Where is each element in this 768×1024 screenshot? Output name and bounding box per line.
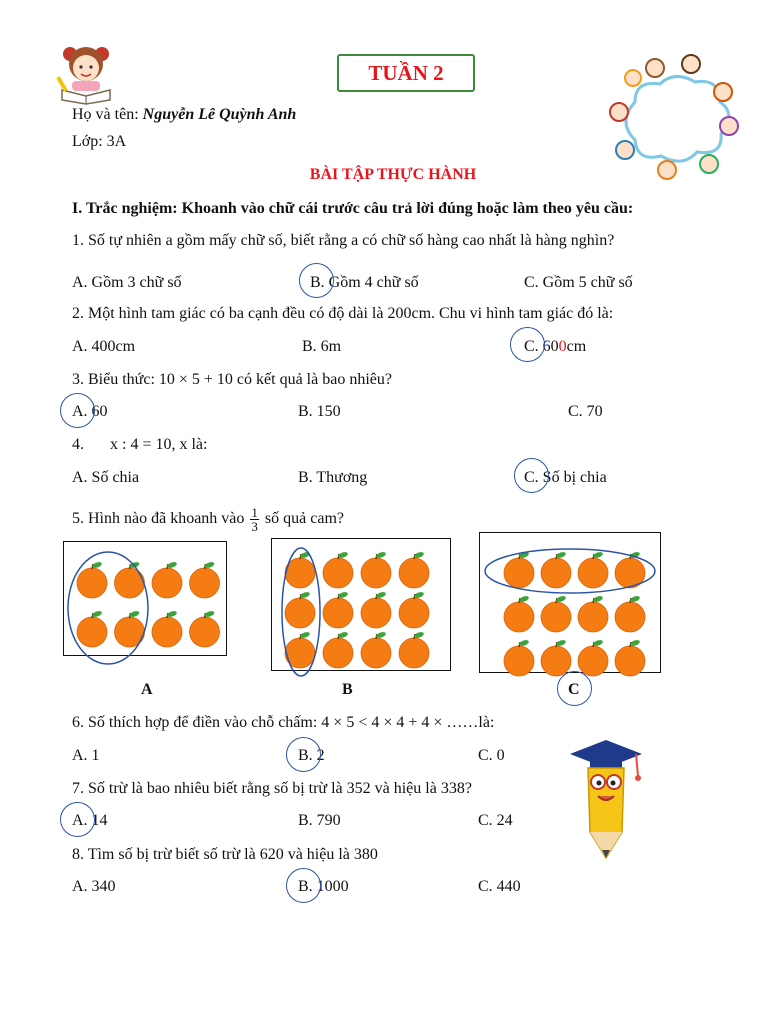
q5-answer-circle — [557, 671, 592, 706]
q3-option-c[interactable]: C. 70 — [568, 403, 603, 420]
orange-icon — [615, 639, 645, 676]
orange-icon — [541, 595, 571, 632]
orange-icon — [285, 591, 315, 628]
q1-answer-circle — [299, 263, 334, 298]
orange-icon — [152, 561, 182, 598]
q6-option-b[interactable]: B. 2 — [298, 747, 325, 764]
q2-answer-circle — [510, 327, 545, 362]
figure-b-label[interactable]: B — [342, 681, 353, 698]
orange-icon — [615, 551, 645, 588]
orange-icon — [578, 639, 608, 676]
q8-option-a[interactable]: A. 340 — [72, 878, 116, 895]
orange-icon — [323, 551, 353, 588]
student-name: Nguyễn Lê Quỳnh Anh — [142, 106, 297, 123]
orange-icon — [152, 610, 182, 647]
q5-text-after: số quả cam? — [264, 510, 344, 528]
q4-option-a[interactable]: A. Số chia — [72, 469, 140, 486]
question-1-text: 1. Số tự nhiên a gồm mấy chữ số, biết rằng a có chữ số hàng cao nhất là hàng nghìn? — [72, 232, 615, 249]
figure-a-box[interactable] — [63, 541, 227, 656]
q2-option-c-part1: C. 60 — [524, 338, 559, 355]
orange-icon — [323, 591, 353, 628]
orange-icon — [399, 631, 429, 668]
q5-text-before: 5. Hình nào đã khoanh vào — [72, 510, 245, 528]
figure-b-box[interactable] — [271, 538, 451, 671]
figure-b-oranges — [272, 539, 452, 672]
q3-answer-circle — [60, 393, 95, 428]
question-8-text: 8. Tìm số bị trừ biết số trừ là 620 và hiệu là 380 — [72, 846, 378, 863]
one-third-fraction — [250, 506, 259, 533]
question-4-text: x : 4 = 10, x là: — [110, 436, 208, 453]
question-4-number: 4. — [72, 436, 84, 453]
q6-answer-circle — [286, 737, 321, 772]
q1-option-c[interactable]: C. Gồm 5 chữ số — [524, 274, 633, 291]
figure-c-oranges — [480, 533, 662, 674]
figure-a-label[interactable]: A — [141, 681, 153, 698]
children-cloud-frame-icon — [605, 52, 745, 182]
q3-option-b[interactable]: B. 150 — [298, 403, 341, 420]
student-name-line — [72, 105, 296, 125]
question-6-text: 6. Số thích hợp để điền vào chỗ chấm: 4 × 5 < 4 × 4 + 4 × ……là: — [72, 714, 495, 731]
q2-option-c-red-digit: 0 — [558, 338, 567, 355]
question-5-text — [72, 506, 344, 533]
orange-icon — [77, 610, 107, 647]
sheet-title: BÀI TẬP THỰC HÀNH — [309, 166, 477, 183]
orange-icon — [399, 591, 429, 628]
question-2-text: 2. Một hình tam giác có ba cạnh đều có độ dài là 200cm. Chu vi hình tam giác đó là: — [72, 305, 614, 322]
q8-option-c[interactable]: C. 440 — [478, 878, 521, 895]
q7-option-b[interactable]: B. 790 — [298, 812, 341, 829]
q7-option-c[interactable]: C. 24 — [478, 812, 513, 829]
pencil-graduate-icon — [566, 736, 644, 860]
q8-answer-circle — [286, 868, 321, 903]
q7-option-a[interactable]: A. 14 — [72, 812, 108, 829]
orange-icon — [190, 610, 220, 647]
q6-option-c[interactable]: C. 0 — [478, 747, 505, 764]
section-heading: I. Trắc nghiệm: Khoanh vào chữ cái trước câu trả lời đúng hoặc làm theo yêu cầu: — [72, 200, 634, 217]
q4-answer-circle — [514, 458, 549, 493]
orange-icon — [578, 551, 608, 588]
girl-reading-icon — [58, 40, 116, 104]
q8-option-b[interactable]: B. 1000 — [298, 878, 349, 895]
class-label: Lớp: 3A — [72, 133, 127, 150]
q2-option-c-part3: cm — [566, 338, 587, 355]
figure-a-oranges — [64, 542, 228, 657]
orange-icon — [361, 591, 391, 628]
orange-icon — [190, 561, 220, 598]
q1-option-b[interactable]: B. Gồm 4 chữ số — [310, 274, 419, 291]
question-3-text: 3. Biểu thức: 10 × 5 + 10 có kết quả là bao nhiêu? — [72, 371, 392, 388]
q4-option-b[interactable]: B. Thương — [298, 469, 368, 486]
orange-icon — [541, 551, 571, 588]
orange-icon — [361, 551, 391, 588]
q6-option-a[interactable]: A. 1 — [72, 747, 100, 764]
orange-icon — [504, 639, 534, 676]
orange-icon — [504, 595, 534, 632]
q2-option-b[interactable]: B. 6m — [302, 338, 342, 355]
orange-icon — [115, 561, 145, 598]
orange-icon — [323, 631, 353, 668]
q1-option-a[interactable]: A. Gồm 3 chữ số — [72, 274, 182, 291]
week-title: TUẦN 2 — [337, 54, 475, 92]
figure-c-box[interactable] — [479, 532, 661, 673]
q2-option-a[interactable]: A. 400cm — [72, 338, 136, 355]
orange-icon — [399, 551, 429, 588]
orange-icon — [615, 595, 645, 632]
orange-icon — [541, 639, 571, 676]
orange-icon — [361, 631, 391, 668]
question-7-text: 7. Số trừ là bao nhiêu biết rằng số bị trừ là 352 và hiệu là 338? — [72, 780, 472, 797]
name-label: Họ và tên: — [72, 106, 143, 123]
selection-oval — [68, 552, 148, 664]
q7-answer-circle — [60, 802, 95, 837]
q3-option-a[interactable]: A. 60 — [72, 403, 108, 420]
figure-c-label[interactable]: C — [568, 681, 580, 698]
fraction-numerator: 1 — [251, 505, 258, 520]
orange-icon — [578, 595, 608, 632]
fraction-denominator: 3 — [251, 519, 258, 534]
q4-option-c[interactable]: C. Số bị chia — [524, 469, 607, 486]
